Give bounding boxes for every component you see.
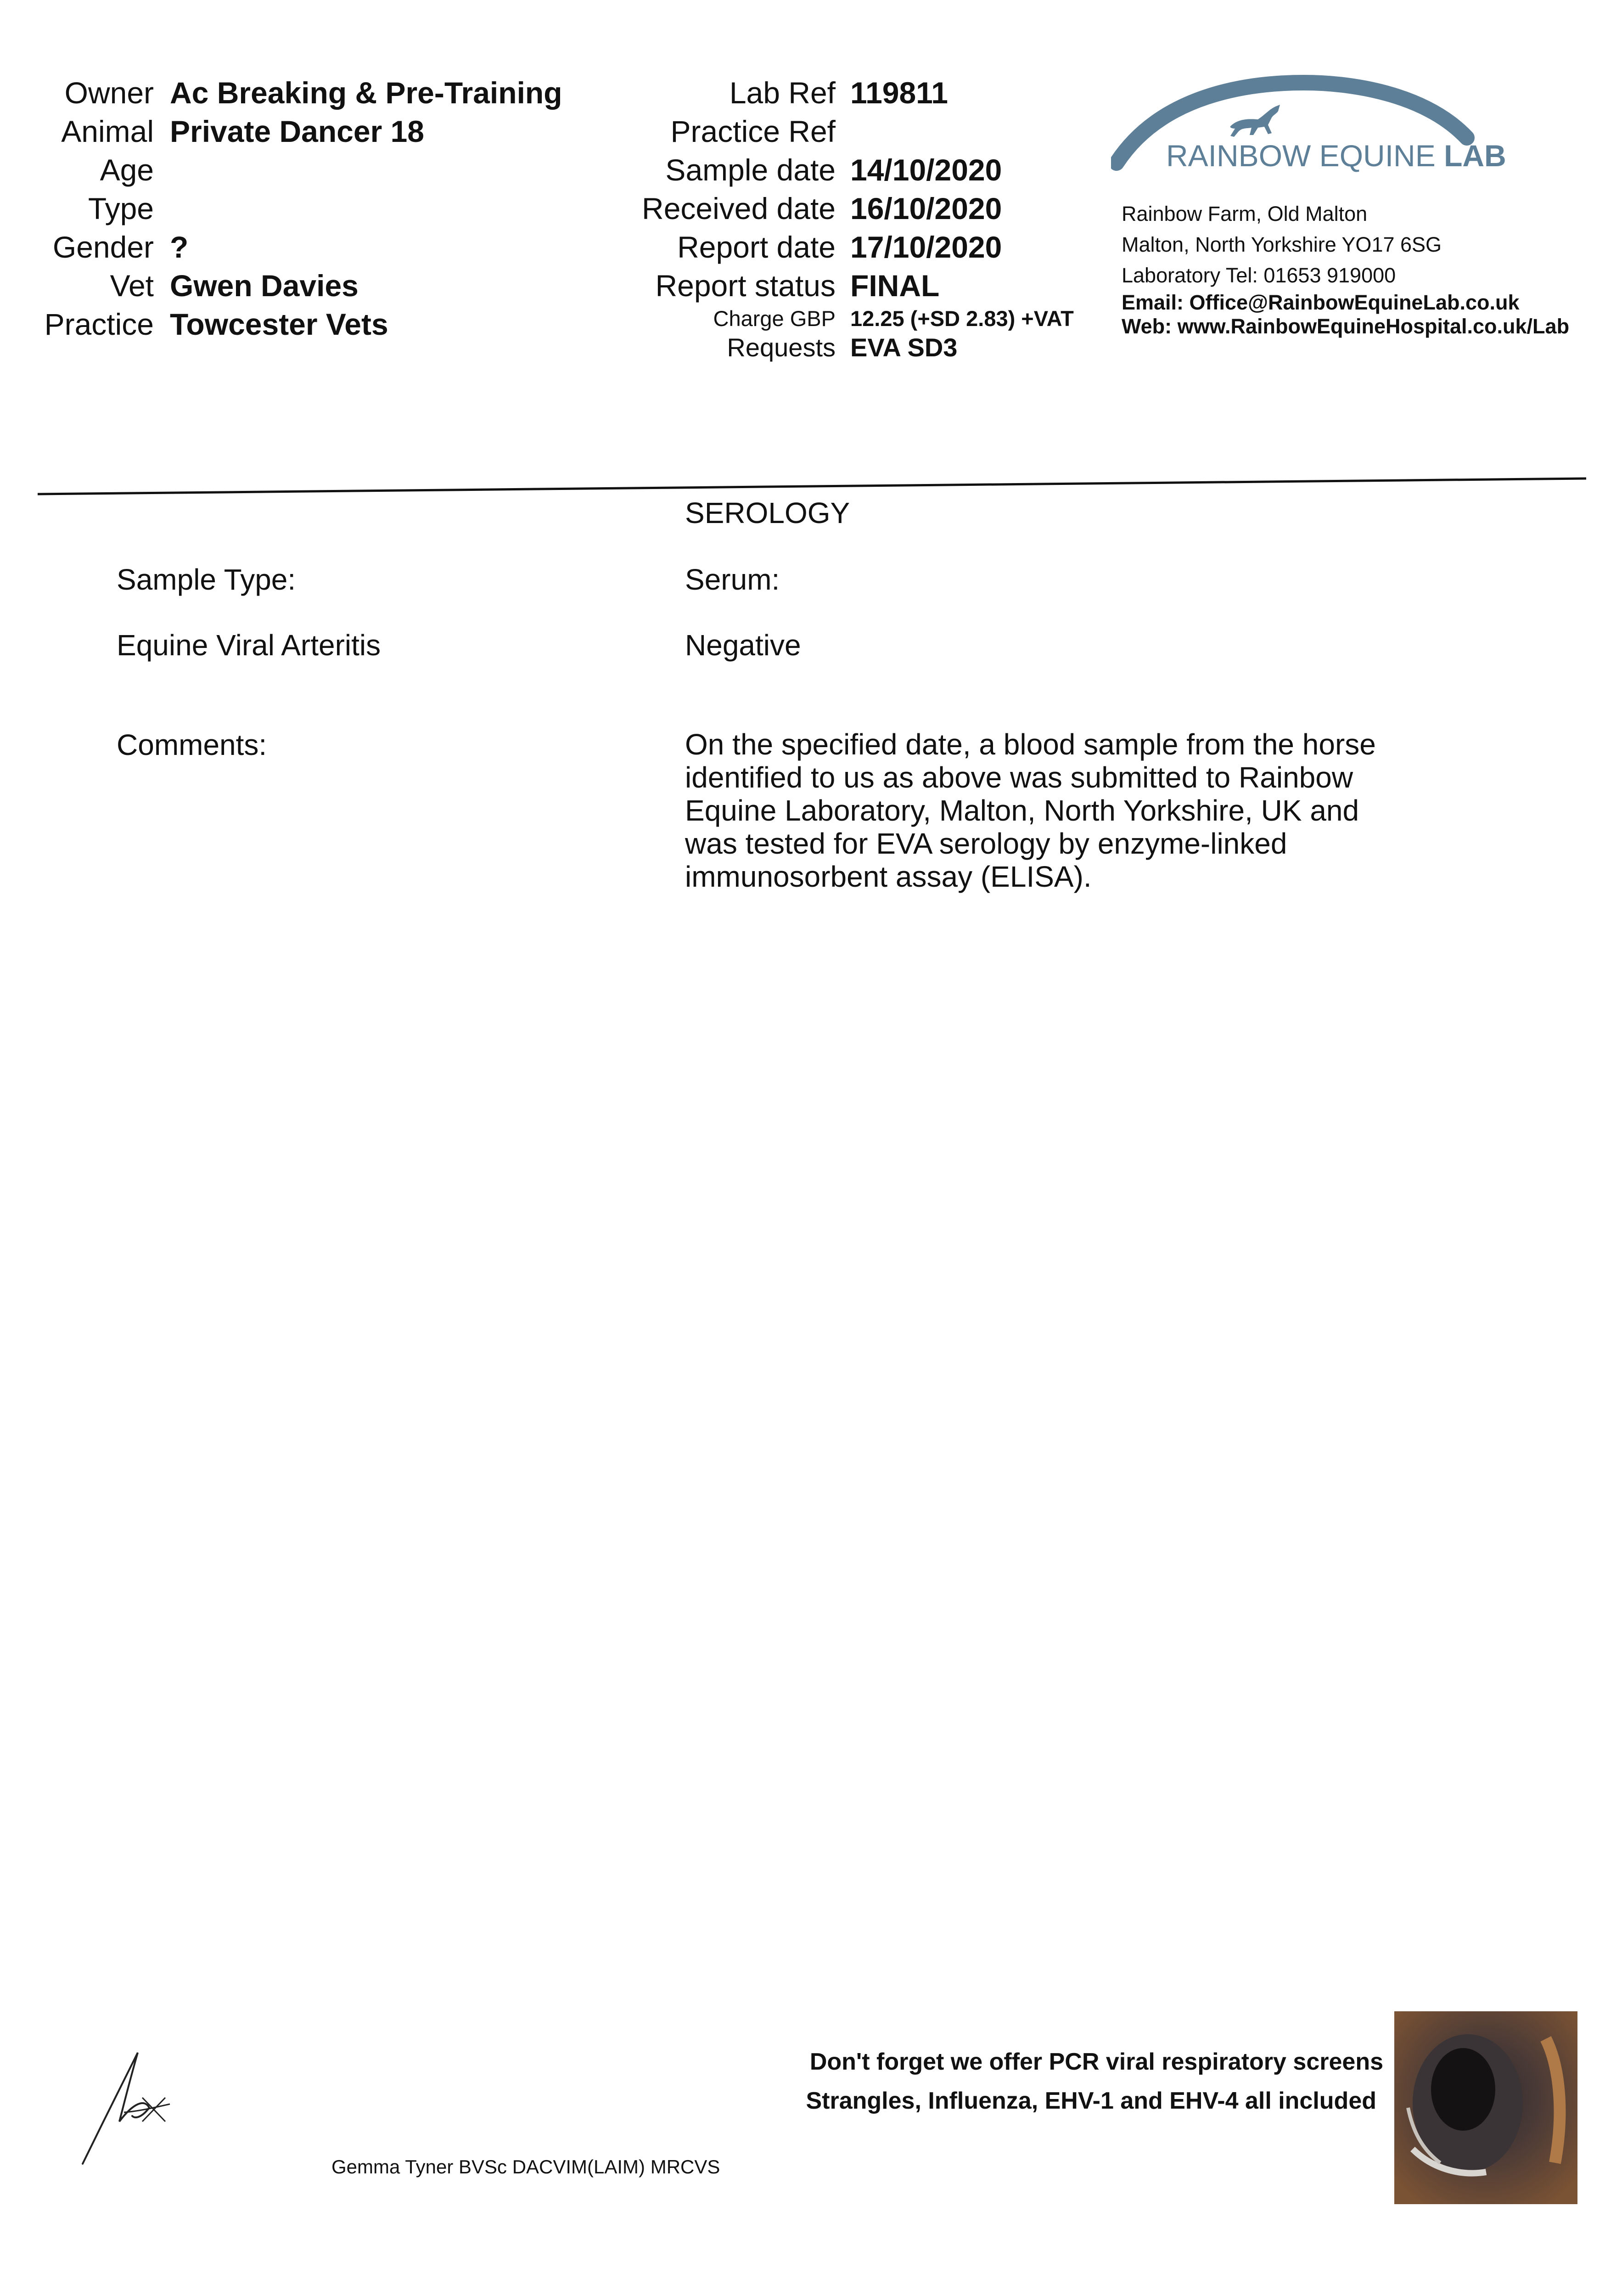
- address-line1: Rainbow Farm, Old Malton: [1122, 202, 1368, 225]
- comment-line: On the specified date, a blood sample from the horse: [685, 728, 1376, 761]
- charge-label: Charge GBP: [713, 306, 836, 331]
- charge-value: 12.25 (+SD 2.83) +VAT: [850, 306, 1074, 331]
- report-status-label: Report status: [655, 269, 836, 303]
- rainbow-equine-lab-logo: [1111, 69, 1552, 179]
- address-line2: Malton, North Yorkshire YO17 6SG: [1122, 233, 1442, 256]
- signature: [73, 2043, 179, 2172]
- received-date-label: Received date: [642, 191, 836, 225]
- signer-name: Gemma Tyner BVSc DACVIM(LAIM) MRCVS: [331, 2156, 720, 2178]
- lab-website: Web: www.RainbowEquineHospital.co.uk/Lab: [1122, 315, 1570, 338]
- animal-label: Animal: [61, 114, 154, 148]
- test-result: Negative: [685, 629, 801, 662]
- type-label: Type: [88, 191, 154, 225]
- logo-text: RAINBOW EQUINE: [1166, 139, 1436, 173]
- type-value: [170, 189, 629, 228]
- horse-nostril-photo: [1394, 2011, 1577, 2204]
- received-date-value: 16/10/2020: [850, 191, 1002, 225]
- requests-label: Requests: [727, 333, 836, 362]
- comments-text: [685, 728, 1465, 893]
- logo-text-bold: LAB: [1444, 139, 1506, 173]
- practice-ref-value: [850, 112, 1107, 151]
- horse-icon: [1230, 105, 1280, 137]
- practice-value: Towcester Vets: [170, 307, 388, 341]
- section-title: SEROLOGY: [685, 496, 850, 529]
- lab-email: Email: Office@RainbowEquineLab.co.uk: [1122, 291, 1520, 314]
- owner-label: Owner: [64, 76, 154, 110]
- vet-value: Gwen Davies: [170, 269, 359, 303]
- owner-value: Ac Breaking & Pre-Training: [170, 76, 562, 110]
- comment-line: was tested for EVA serology by enzyme-linked: [685, 827, 1287, 860]
- promo-line-2: Strangles, Influenza, EHV-1 and EHV-4 all included: [806, 2088, 1376, 2114]
- svg-text:RAINBOW EQUINE LAB: [1166, 139, 1506, 173]
- sample-type-value: Serum:: [685, 563, 780, 596]
- report-date-value: 17/10/2020: [850, 230, 1002, 264]
- requests-value: EVA SD3: [850, 333, 958, 362]
- lab-ref-value: 119811: [850, 76, 948, 110]
- sample-date-value: 14/10/2020: [850, 153, 1002, 187]
- sample-date-label: Sample date: [665, 153, 836, 187]
- patient-values: [170, 73, 629, 343]
- practice-ref-label: Practice Ref: [670, 114, 836, 148]
- test-name: Equine Viral Arteritis: [117, 629, 381, 662]
- comment-line: identified to us as above was submitted to Rainbow: [685, 761, 1353, 794]
- gender-value: ?: [170, 230, 189, 264]
- age-label: Age: [100, 153, 154, 187]
- gender-label: Gender: [52, 230, 154, 264]
- patient-labels: [28, 73, 154, 343]
- practice-label: Practice: [44, 307, 154, 341]
- promo-line-1: Don't forget we offer PCR viral respiratory screens: [809, 2048, 1383, 2075]
- animal-value: Private Dancer 18: [170, 114, 425, 148]
- report-status-value: FINAL: [850, 269, 940, 303]
- lab-ref-labels: [578, 73, 836, 363]
- comments-label: Comments:: [117, 728, 267, 761]
- comment-line: Equine Laboratory, Malton, North Yorkshire, UK and: [685, 794, 1359, 827]
- lab-address: [1122, 198, 1604, 338]
- report-date-label: Report date: [677, 230, 836, 264]
- header-divider: [0, 468, 1622, 496]
- vet-label: Vet: [110, 269, 154, 303]
- sample-type-label: Sample Type:: [117, 563, 296, 596]
- comment-line: immunosorbent assay (ELISA).: [685, 860, 1092, 893]
- lab-ref-values: [850, 73, 1107, 363]
- lab-telephone: Laboratory Tel: 01653 919000: [1122, 264, 1396, 287]
- lab-ref-label: Lab Ref: [729, 76, 836, 110]
- age-value: [170, 151, 629, 189]
